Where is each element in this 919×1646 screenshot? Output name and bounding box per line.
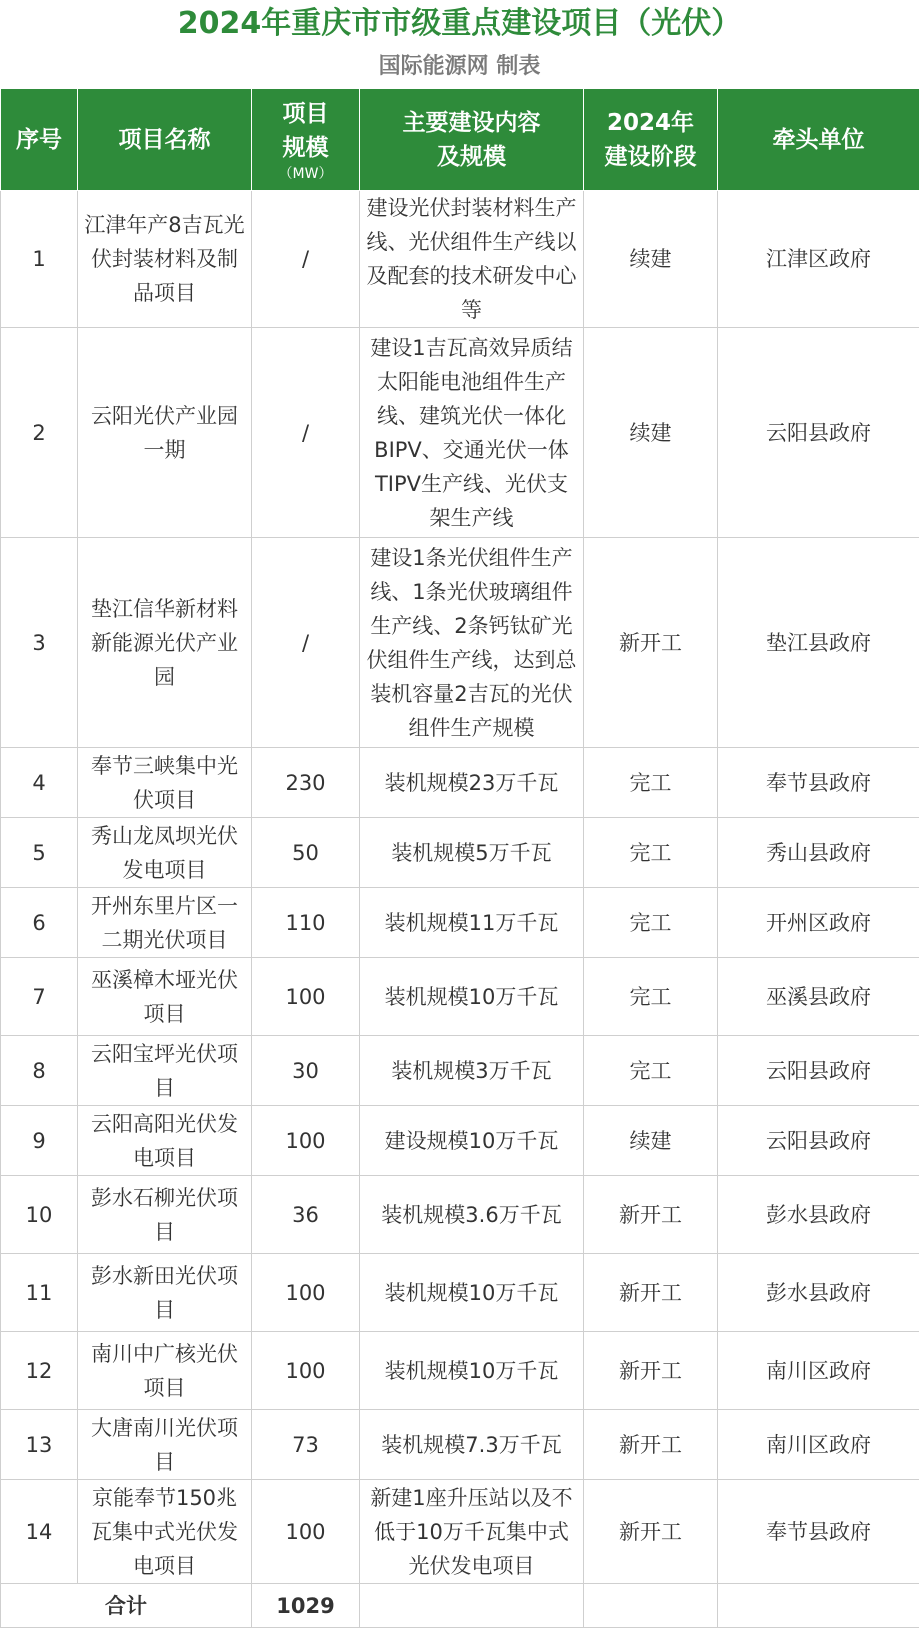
cell-stage: 完工 xyxy=(584,958,718,1036)
cell-content: 建设1条光伏组件生产线、1条光伏玻璃组件生产线、2条钙钛矿光伏组件生产线，达到总装机容量2吉瓦的光伏组件生产规模 xyxy=(360,538,584,748)
cell-name: 彭水新田光伏项目 xyxy=(78,1254,252,1332)
cell-seq: 4 xyxy=(1,748,78,818)
cell-seq: 13 xyxy=(1,1410,78,1480)
cell-stage: 新开工 xyxy=(584,1410,718,1480)
cell-scale: 30 xyxy=(252,1036,360,1106)
table-row xyxy=(1,1410,919,1480)
cell-name: 奉节三峡集中光伏项目 xyxy=(78,748,252,818)
table-row xyxy=(1,888,919,958)
cell-unit: 云阳县政府 xyxy=(718,1036,919,1106)
cell-name: 云阳高阳光伏发电项目 xyxy=(78,1106,252,1176)
cell-name: 云阳光伏产业园一期 xyxy=(78,328,252,538)
header-stage xyxy=(584,89,718,191)
cell-stage: 新开工 xyxy=(584,538,718,748)
cell-stage: 续建 xyxy=(584,328,718,538)
cell-scale: 36 xyxy=(252,1176,360,1254)
cell-seq: 1 xyxy=(1,191,78,328)
cell-content: 装机规模3.6万千瓦 xyxy=(360,1176,584,1254)
table-row xyxy=(1,191,919,328)
table-row xyxy=(1,1480,919,1584)
table-row xyxy=(1,1332,919,1410)
cell-seq: 9 xyxy=(1,1106,78,1176)
total-label: 合计 xyxy=(1,1584,252,1628)
cell-unit: 云阳县政府 xyxy=(718,328,919,538)
cell-seq: 12 xyxy=(1,1332,78,1410)
cell-content: 建设1吉瓦高效异质结太阳能电池组件生产线、建筑光伏一体化BIPV、交通光伏一体TIPV生产线、光伏支架生产线 xyxy=(360,328,584,538)
header-scale-line2: 规模 xyxy=(282,134,329,161)
cell-name: 江津年产8吉瓦光伏封装材料及制品项目 xyxy=(78,191,252,328)
cell-stage: 续建 xyxy=(584,1106,718,1176)
cell-name: 秀山龙凤坝光伏发电项目 xyxy=(78,818,252,888)
cell-content: 装机规模10万千瓦 xyxy=(360,1332,584,1410)
cell-scale: 73 xyxy=(252,1410,360,1480)
cell-stage: 续建 xyxy=(584,191,718,328)
cell-stage: 完工 xyxy=(584,748,718,818)
cell-seq: 7 xyxy=(1,958,78,1036)
cell-name: 南川中广核光伏项目 xyxy=(78,1332,252,1410)
cell-name: 京能奉节150兆瓦集中式光伏发电项目 xyxy=(78,1480,252,1584)
cell-stage: 新开工 xyxy=(584,1332,718,1410)
header-stage-line2: 建设阶段 xyxy=(604,143,697,170)
cell-scale: 110 xyxy=(252,888,360,958)
cell-name: 彭水石柳光伏项目 xyxy=(78,1176,252,1254)
table-row xyxy=(1,958,919,1036)
cell-unit: 开州区政府 xyxy=(718,888,919,958)
cell-scale: 100 xyxy=(252,1254,360,1332)
total-row xyxy=(1,1584,919,1628)
cell-content: 装机规模23万千瓦 xyxy=(360,748,584,818)
cell-content: 建设规模10万千瓦 xyxy=(360,1106,584,1176)
cell-name: 垫江信华新材料新能源光伏产业园 xyxy=(78,538,252,748)
cell-content: 装机规模7.3万千瓦 xyxy=(360,1410,584,1480)
cell-content: 装机规模5万千瓦 xyxy=(360,818,584,888)
header-stage-line1: 2024年 xyxy=(606,109,694,136)
cell-seq: 10 xyxy=(1,1176,78,1254)
table-row xyxy=(1,1176,919,1254)
cell-scale: 50 xyxy=(252,818,360,888)
project-table xyxy=(0,88,919,1628)
table-row xyxy=(1,538,919,748)
cell-name: 巫溪樟木垭光伏项目 xyxy=(78,958,252,1036)
cell-name: 大唐南川光伏项目 xyxy=(78,1410,252,1480)
cell-scale: / xyxy=(252,191,360,328)
cell-content: 新建1座升压站以及不低于10万千瓦集中式光伏发电项目 xyxy=(360,1480,584,1584)
header-name: 项目名称 xyxy=(78,89,252,191)
header-seq: 序号 xyxy=(1,89,78,191)
cell-name: 开州东里片区一二期光伏项目 xyxy=(78,888,252,958)
cell-unit: 江津区政府 xyxy=(718,191,919,328)
cell-stage: 完工 xyxy=(584,1036,718,1106)
cell-seq: 14 xyxy=(1,1480,78,1584)
cell-scale: / xyxy=(252,538,360,748)
cell-stage: 新开工 xyxy=(584,1176,718,1254)
table-row xyxy=(1,1254,919,1332)
cell-content: 建设光伏封装材料生产线、光伏组件生产线以及配套的技术研发中心等 xyxy=(360,191,584,328)
table-row xyxy=(1,818,919,888)
header-content-line1: 主要建设内容 xyxy=(402,109,541,136)
cell-scale: / xyxy=(252,328,360,538)
total-empty-cell xyxy=(584,1584,718,1628)
table-row xyxy=(1,748,919,818)
cell-unit: 奉节县政府 xyxy=(718,748,919,818)
total-empty-cell xyxy=(718,1584,919,1628)
cell-content: 装机规模3万千瓦 xyxy=(360,1036,584,1106)
cell-stage: 新开工 xyxy=(584,1480,718,1584)
header-content-line2: 及规模 xyxy=(437,143,506,170)
cell-scale: 100 xyxy=(252,1106,360,1176)
cell-unit: 云阳县政府 xyxy=(718,1106,919,1176)
total-value: 1029 xyxy=(252,1584,360,1628)
cell-content: 装机规模11万千瓦 xyxy=(360,888,584,958)
cell-scale: 230 xyxy=(252,748,360,818)
page-title: 2024年重庆市市级重点建设项目（光伏） xyxy=(177,6,742,41)
cell-scale: 100 xyxy=(252,1332,360,1410)
cell-name: 云阳宝坪光伏项目 xyxy=(78,1036,252,1106)
cell-unit: 秀山县政府 xyxy=(718,818,919,888)
header-scale-line1: 项目 xyxy=(282,100,329,127)
cell-unit: 南川区政府 xyxy=(718,1332,919,1410)
cell-seq: 3 xyxy=(1,538,78,748)
cell-unit: 垫江县政府 xyxy=(718,538,919,748)
cell-seq: 5 xyxy=(1,818,78,888)
header-unit: 牵头单位 xyxy=(718,89,919,191)
cell-scale: 100 xyxy=(252,958,360,1036)
cell-seq: 11 xyxy=(1,1254,78,1332)
cell-unit: 彭水县政府 xyxy=(718,1176,919,1254)
cell-unit: 巫溪县政府 xyxy=(718,958,919,1036)
header-scale xyxy=(252,89,360,191)
table-row xyxy=(1,1106,919,1176)
cell-stage: 新开工 xyxy=(584,1254,718,1332)
cell-stage: 完工 xyxy=(584,818,718,888)
table-row xyxy=(1,1036,919,1106)
cell-seq: 2 xyxy=(1,328,78,538)
cell-unit: 彭水县政府 xyxy=(718,1254,919,1332)
table-row xyxy=(1,328,919,538)
table-header-row xyxy=(1,89,919,191)
page-subtitle: 国际能源网 制表 xyxy=(378,54,541,79)
header-scale-unit: （MW） xyxy=(278,165,333,182)
cell-unit: 奉节县政府 xyxy=(718,1480,919,1584)
cell-seq: 6 xyxy=(1,888,78,958)
cell-unit: 南川区政府 xyxy=(718,1410,919,1480)
cell-content: 装机规模10万千瓦 xyxy=(360,1254,584,1332)
total-empty-cell xyxy=(360,1584,584,1628)
cell-content: 装机规模10万千瓦 xyxy=(360,958,584,1036)
cell-stage: 完工 xyxy=(584,888,718,958)
cell-scale: 100 xyxy=(252,1480,360,1584)
header-content xyxy=(360,89,584,191)
cell-seq: 8 xyxy=(1,1036,78,1106)
